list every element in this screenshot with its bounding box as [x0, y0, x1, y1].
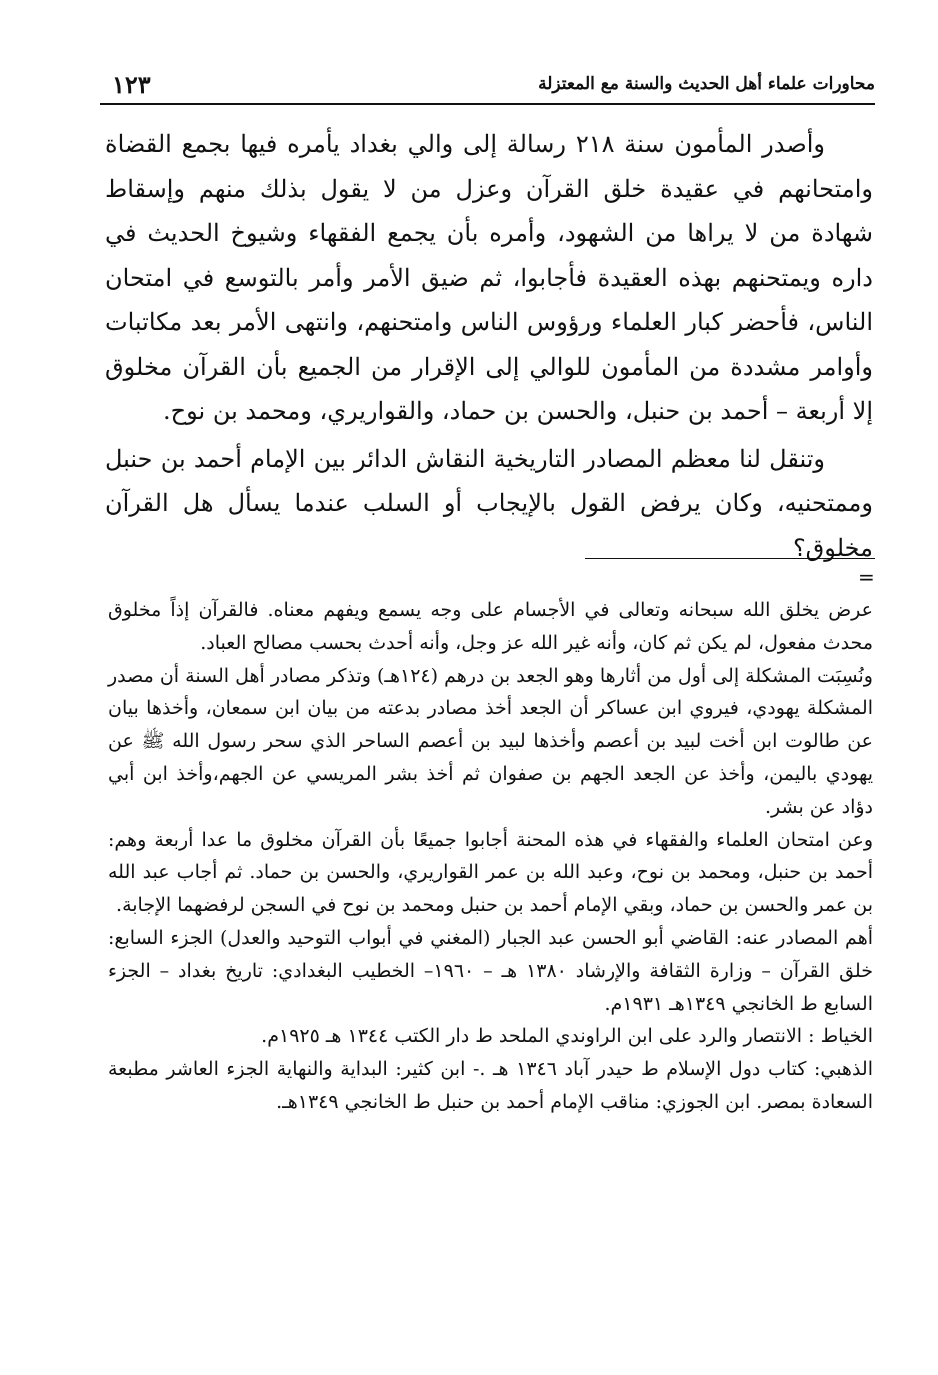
footnotes: [108, 594, 873, 1119]
footnote-paragraph-2: ونُسِبَت المشكلة إلى أول من أثارها وهو الجعد بن درهم (١٢٤هـ) وتذكر مصادر أهل السنة أن مصدر المشكلة يهودي، فيروي ابن عساكر أن الجعد أخذ مصادر بدعته من بيان ابن سمعان، وأخذها بيان عن طالوت ابن أخت لبيد بن أعصم وأخذها لبيد بن أعصم الساحر الذي سحر رسول الله ﷺ عن يهودي باليمن، وأخذ عن الجعد الجهم بن صفوان ثم أخذ بشر المريسي عن الجهم،وأخذ ابن أبي دؤاد عن بشر.: [108, 664, 873, 818]
running-header: [100, 70, 875, 104]
footnote-paragraph-3: وعن امتحان العلماء والفقهاء في هذه المحنة أجابوا جميعًا بأن القرآن مخلوق ما عدا أربعة وهم: أحمد بن حنبل، ومحمد بن نوح، وعبد الله بن عمر القواريري، والحسن بن حماد. ثم أجاب عبد الله بن عمر والحسن بن حماد، وبقي الإمام أحمد بن حنبل ومحمد بن نوح في السجن لرفضهما الإجابة.: [108, 828, 873, 917]
footnote-paragraph-5: الخياط : الانتصار والرد على ابن الراوندي الملحد ط دار الكتب ١٣٤٤ هـ ١٩٢٥م.: [261, 1025, 873, 1048]
footnote-separator: [585, 558, 875, 559]
header-rule: [100, 103, 875, 105]
footnote-paragraph-1: عرض يخلق الله سبحانه وتعالى في الأجسام على وجه يسمع ويفهم معناه. فالقرآن إذاً مخلوق محدث مفعول، لم يكن ثم كان، وأنه غير الله عز وجل، وأنه أحدث بحسب مصالح العباد.: [108, 599, 873, 654]
page-number: ١٢٣: [112, 70, 151, 99]
main-paragraph-1: وأصدر المأمون سنة ٢١٨ رسالة إلى والي بغداد يأمره فيها بجمع القضاة وامتحانهم في عقيدة خلق القرآن وعزل من لا يقول بذلك منهم وإسقاط شهادة من لا يراها من الشهود، وأمره بأن يجمع الفقهاء وشيوخ الحديث في داره ويمتحنهم بهذه العقيدة فأجابوا، ثم ضيق الأمر وأمر بالتوسع في امتحان الناس، فأحضر كبار العلماء ورؤوس الناس وامتحنهم، وانتهى الأمر بعد مكاتبات وأوامر مشددة من المأمون للوالي إلى الإقرار من الجميع بأن القرآن مخلوق إلا أربعة – أحمد بن حنبل، والحسن بن حماد، والقواريري، ومحمد بن نوح.: [105, 130, 873, 425]
main-text: [105, 122, 873, 570]
footnote-paragraph-4: أهم المصادر عنه: القاضي أبو الحسن عبد الجبار (المغني في أبواب التوحيد والعدل) الجزء السابع: خلق القرآن – وزارة الثقافة والإرشاد ١٣٨٠ هـ – ١٩٦٠– الخطيب البغدادي: تاريخ بغداد – الجزء السابع ط الخانجي ١٣٤٩هـ ١٩٣١م.: [108, 926, 873, 1015]
main-paragraph-2: وتنقل لنا معظم المصادر التاريخية النقاش الدائر بين الإمام أحمد بن حنبل وممتحنيه، وكان يرفض القول بالإيجاب أو السلب عندما يسأل هل القرآن مخلوق؟: [105, 444, 873, 562]
footnote-continuation-mark: =: [858, 565, 875, 589]
footnote-paragraph-6: الذهبي: كتاب دول الإسلام ط حيدر آباد ١٣٤٦ هـ .- ابن كثير: البداية والنهاية الجزء العاشر مطبعة السعادة بمصر. ابن الجوزي: مناقب الإمام أحمد بن حنبل ط الخانجي ١٣٤٩هـ.: [108, 1058, 873, 1113]
header-title: محاورات علماء أهل الحديث والسنة مع المعتزلة: [538, 74, 875, 94]
